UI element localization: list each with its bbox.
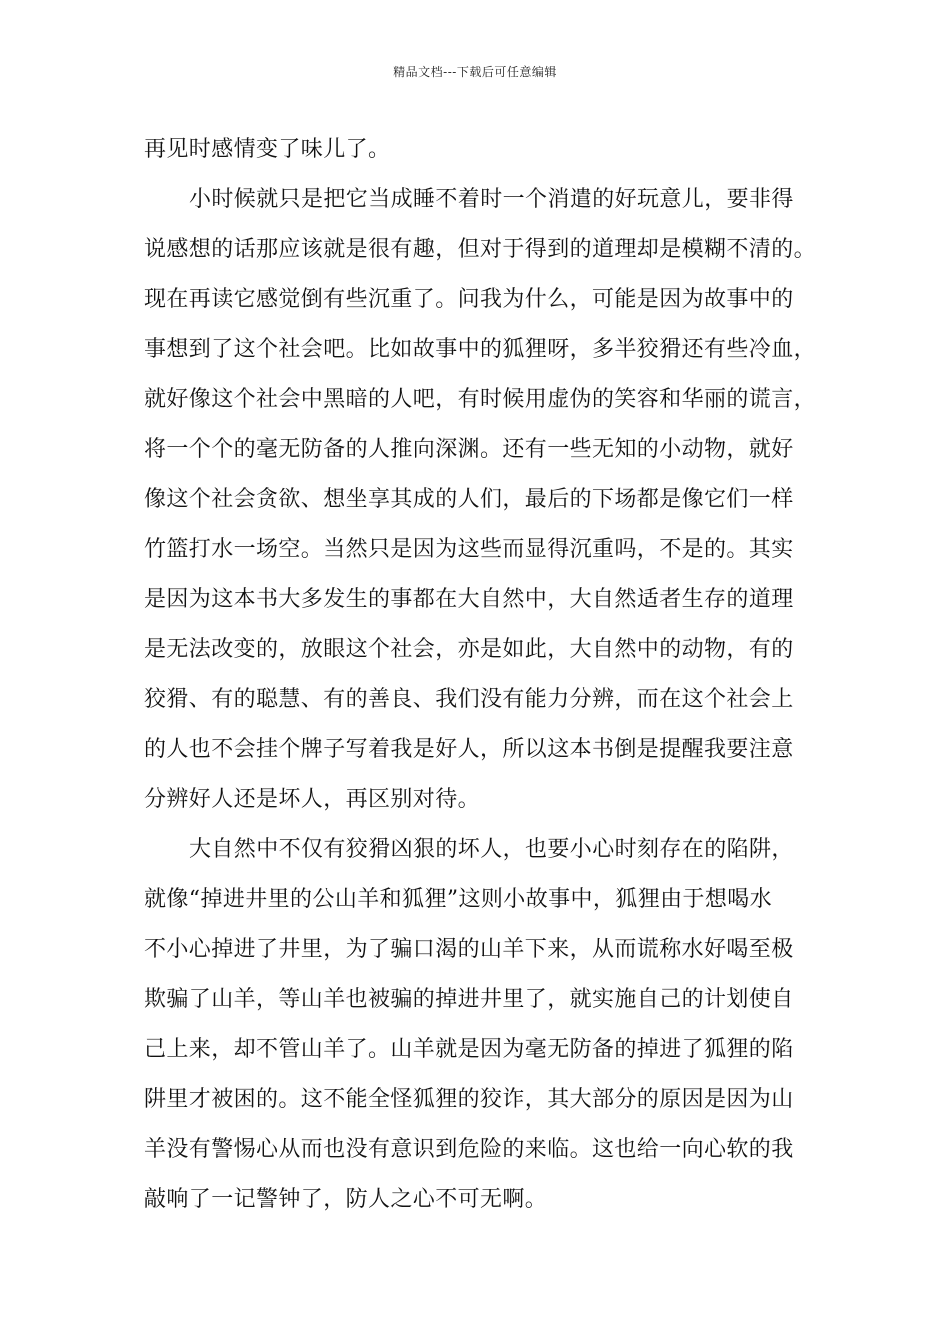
text-line: 事想到了这个社会吧。比如故事中的狐狸呀，多半狡猾还有些冷血， bbox=[144, 337, 817, 362]
text-line: 是因为这本书大多发生的事都在大自然中，大自然适者生存的道理 bbox=[144, 587, 794, 612]
text-line: 就像“掉进井里的公山羊和狐狸”这则小故事中，狐狸由于想喝水 bbox=[144, 887, 773, 912]
text-line: 将一个个的毫无防备的人推向深渊。还有一些无知的小动物，就好 bbox=[144, 437, 794, 462]
text-line: 竹篮打水一场空。当然只是因为这些而显得沉重吗，不是的。其实 bbox=[144, 537, 794, 562]
paragraph-first-line: 小时候就只是把它当成睡不着时一个消遣的好玩意儿，要非得 bbox=[189, 187, 794, 212]
paragraph-first-line: 大自然中不仅有狡猾凶狠的坏人，也要小心时刻存在的陷阱， bbox=[189, 837, 794, 862]
text-line: 是无法改变的，放眼这个社会，亦是如此，大自然中的动物，有的 bbox=[144, 637, 794, 662]
text-line: 现在再读它感觉倒有些沉重了。问我为什么，可能是因为故事中的 bbox=[144, 287, 794, 312]
text-line: 欺骗了山羊，等山羊也被骗的掉进井里了，就实施自己的计划使自 bbox=[144, 987, 794, 1012]
text-line: 不小心掉进了井里，为了骗口渴的山羊下来，从而谎称水好喝至极 bbox=[144, 937, 794, 962]
page-header: 精品文档---下载后可任意编辑 bbox=[393, 65, 557, 79]
text-line: 己上来，却不管山羊了。山羊就是因为毫无防备的掉进了狐狸的陷 bbox=[144, 1037, 794, 1062]
text-line: 的人也不会挂个牌子写着我是好人，所以这本书倒是提醒我要注意 bbox=[144, 737, 794, 762]
text-line: 说感想的话那应该就是很有趣，但对于得到的道理却是模糊不清的。 bbox=[144, 237, 817, 262]
text-line: 敲响了一记警钟了，防人之心不可无啊。 bbox=[144, 1187, 548, 1212]
text-line: 羊没有警惕心从而也没有意识到危险的来临。这也给一向心软的我 bbox=[144, 1137, 794, 1162]
text-line: 像这个社会贪欲、想坐享其成的人们，最后的下场都是像它们一样 bbox=[144, 487, 794, 512]
text-line: 狡猾、有的聪慧、有的善良、我们没有能力分辨，而在这个社会上 bbox=[144, 687, 794, 712]
text-line: 阱里才被困的。这不能全怪狐狸的狡诈，其大部分的原因是因为山 bbox=[144, 1087, 794, 1112]
text-line: 分辨好人还是坏人，再区别对待。 bbox=[144, 787, 481, 812]
text-line: 就好像这个社会中黑暗的人吧，有时候用虚伪的笑容和华丽的谎言， bbox=[144, 387, 817, 412]
text-line: 再见时感情变了味儿了。 bbox=[144, 137, 391, 162]
